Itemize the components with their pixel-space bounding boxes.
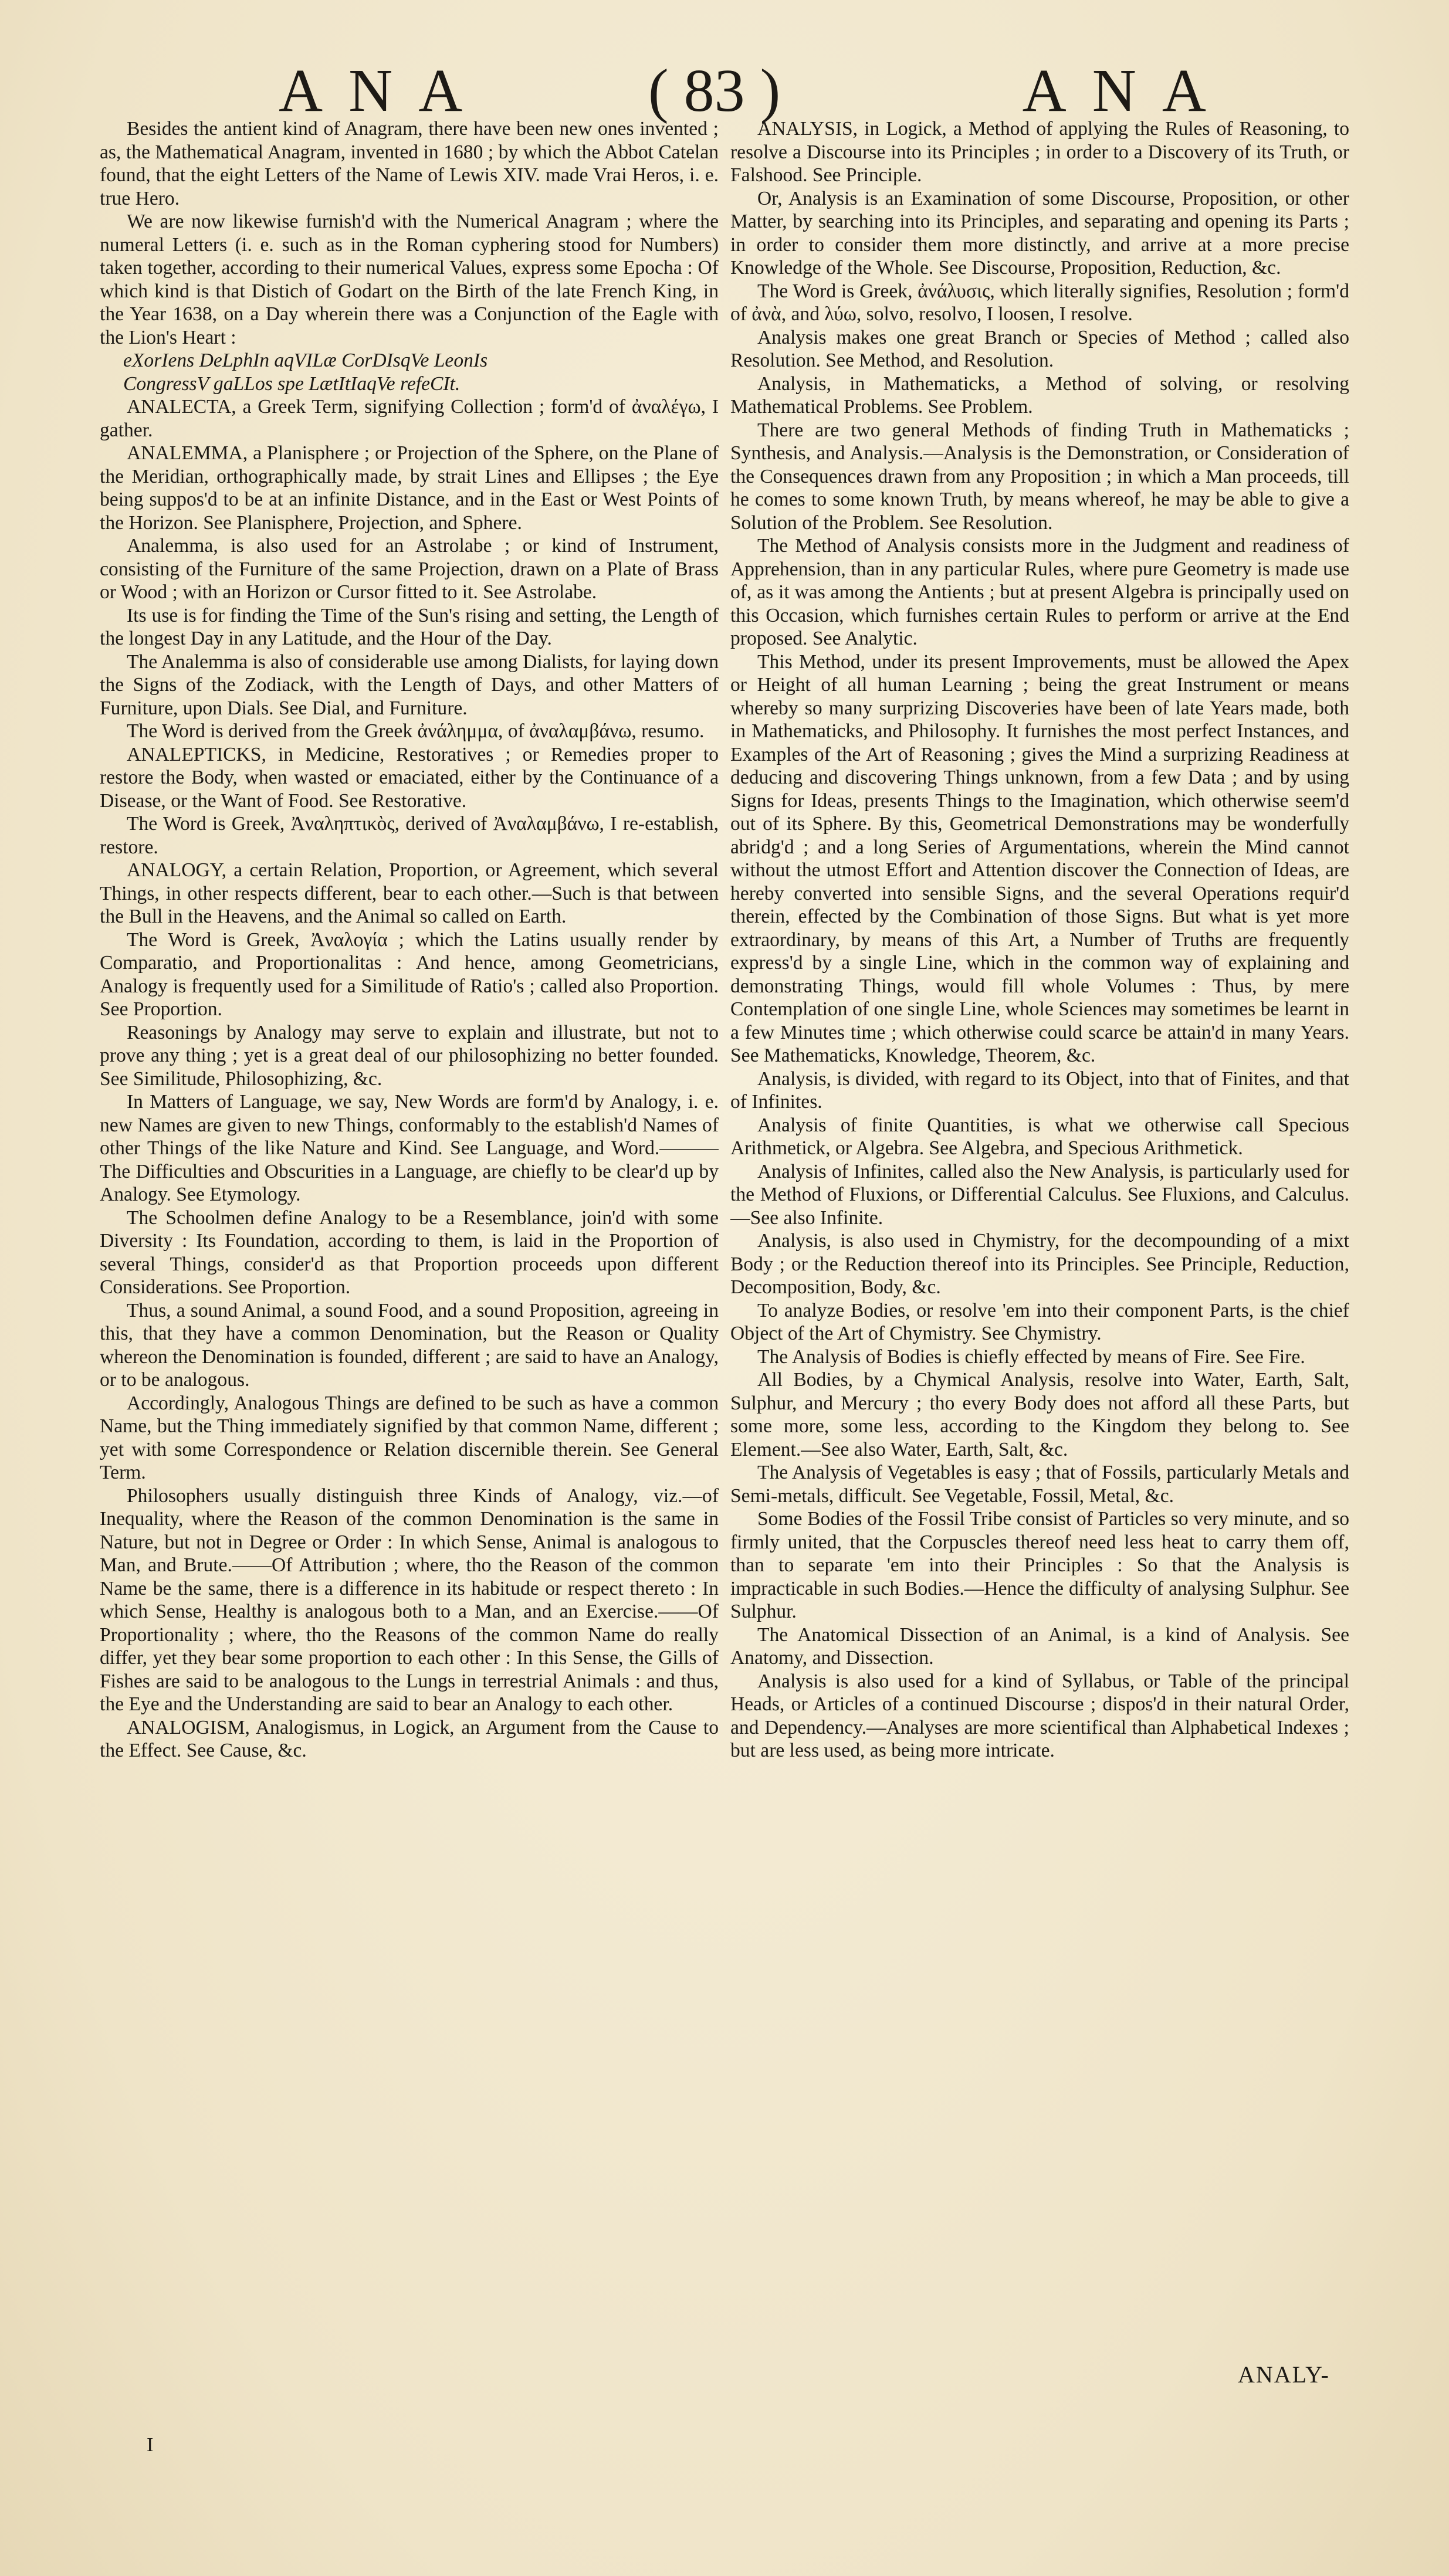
paragraph: The Word is Greek, ἀνάλυσις, which literally signifies, Resolution ; form'd of ἀνὰ, and λύω, solvo, resolvo, I loosen, I resolve. — [730, 280, 1349, 325]
paragraph: Analysis of finite Quantities, is what we otherwise call Specious Arithmetick, or Algebra. See Algebra, and Specious Arithmetick. — [730, 1114, 1349, 1159]
signature-mark: I — [147, 2434, 154, 2456]
chronogram-line: CongressV gaLLos spe LætItIaqVe refeCIt. — [123, 372, 461, 395]
paragraph: In Matters of Language, we say, New Words are form'd by Analogy, i. e. new Names are given to new Things, conformably to the establish'd Names of other Things of the like Nature and Kind. See Language, and Word.——— The Difficulties and Obscurities in a Language, are chiefly to be clear'd up by Analogy. See Etymology. — [100, 1091, 719, 1205]
paragraph: We are now likewise furnish'd with the Numerical Anagram ; where the numeral Letters (i. e. such as in the Roman cyphering stood for Numbers) taken together, according to their numerical Values, express some Epocha : Of which kind is that Distich of Godart on the Birth of the late French King, in the Year 1638, on a Day wherein there was a Conjunction of the Eagle with the Lion's Heart : — [100, 211, 719, 348]
paragraph: The Analysis of Bodies is chiefly effected by means of Fire. See Fire. — [757, 1345, 1305, 1368]
paragraph: Besides the antient kind of Anagram, there have been new ones invented ; as, the Mathematical Anagram, invented in 1680 ; by which the Abbot Catelan found, that the eight Letters of the Name of Lewis XIV. made Vrai Heros, i. e. true Hero. — [100, 118, 719, 209]
paragraph: This Method, under its present Improvements, must be allowed the Apex or Height of all human Learning ; being the great Instrument or means whereby so many surprizing Discoveries have been of late Years made, both in Mathematicks, and Philosophy. It furnishes the most perfect Instances, and Examples of the Art of Reasoning ; gives the Mind a surprizing Readiness at deducing and discovering Things unknown, from a few Data ; and by using Signs for Ideas, presents Things to the Imagination, which otherwise seem'd out of its Sphere. By this, Geometrical Demonstrations may be wonderfully abridg'd ; and a long Series of Argumentations, wherein the Mind cannot without the utmost Effort and Attention discover the Connection of Ideas, are hereby converted into sensible Signs, and the several Operations requir'd therein, effected by the Combination of those Signs. But what is yet more extraordinary, by means of this Art, a Number of Truths are frequently express'd by a single Line, which in the common way of explaining and demonstrating Things, would fill whole Volumes : Thus, by mere Contemplation of one single Line, whole Sciences may sometimes be learnt in a few Minutes time ; which otherwise could scarce be attain'd in many Years. See Mathematicks, Knowledge, Theorem, &c. — [730, 650, 1349, 1066]
paragraph: Some Bodies of the Fossil Tribe consist of Particles so very minute, and so firmly united, that the Corpuscles thereof need less heat to carry them off, than to separate 'em into their Principles : So that the Analysis is impracticable in such Bodies.—Hence the difficulty of analysing Sulphur. See Sulphur. — [730, 1508, 1349, 1622]
entry-analecta: ANALECTA, a Greek Term, signifying Collection ; form'd of ἀναλέγω, I gather. — [100, 396, 719, 441]
entry-analogy: ANALOGY, a certain Relation, Proportion, or Agreement, which several Things, in other respects different, bear to each other.—Such is that between the Bull in the Heavens, and the Animal so called on Earth. — [100, 859, 719, 927]
entry-analemma: ANALEMMA, a Planisphere ; or Projection of the Sphere, on the Plane of the Meridian, orthographically made, by strait Lines and Ellipses ; the Eye being suppos'd to be at an infinite Distance, and in the East or West Points of the Horizon. See Planisphere, Projection, and Sphere. — [100, 442, 719, 534]
paragraph: Analysis of Infinites, called also the New Analysis, is particularly used for the Method of Fluxions, or Differential Calculus. See Fluxions, and Calculus.—See also Infinite. — [730, 1160, 1349, 1229]
paragraph: Philosophers usually distinguish three Kinds of Analogy, viz.—of Inequality, where the Reason of the common Denomination is the same in Nature, but not in Degree or Order : In which Sense, Animal is analogous to Man, and Brute.——Of Attribution ; where, tho the Reason of the common Name be the same, there is a difference in its habitude or respect thereto : In which Sense, Healthy is analogous both to a Man, and an Exercise.——Of Proportionality ; where, tho the Reasons of the common Name do really differ, yet they bear some proportion to each other : In this Sense, the Gills of Fishes are said to be analogous to the Lungs in terrestrial Animals : and thus, the Eye and the Understanding are said to bear an Analogy to each other. — [100, 1484, 719, 1715]
catchword: ANALY- — [1238, 2361, 1330, 2388]
paragraph: Analysis, is divided, with regard to its Object, into that of Finites, and that of Infinites. — [730, 1067, 1349, 1113]
entry-analepticks: ANALEPTICKS, in Medicine, Restoratives ; or Remedies proper to restore the Body, when wasted or emaciated, either by the Continuance of a Disease, or the Want of Food. See Restorative. — [100, 743, 719, 812]
paragraph: The Schoolmen define Analogy to be a Resemblance, join'd with some Diversity : Its Foundation, according to them, is laid in the Proportion of several Things, consider'd as that Proportion proceeds upon different Considerations. See Proportion. — [100, 1206, 719, 1298]
paragraph: Thus, a sound Animal, a sound Food, and a sound Proposition, agreeing in this, that they have a common Denomination, but the Reason or Quality whereon the Denomination is founded, different ; are said to have an Analogy, or to be analogous. — [100, 1299, 719, 1391]
paragraph: The Analysis of Vegetables is easy ; that of Fossils, particularly Metals and Semi-metals, difficult. See Vegetable, Fossil, Metal, &c. — [730, 1462, 1349, 1507]
header-left-word: ANA — [279, 57, 489, 124]
paragraph: The Word is Greek, Ἀναληπτικὸς, derived of Ἀναλαμβάνω, I re-establish, restore. — [100, 813, 719, 858]
paragraph: Accordingly, Analogous Things are defined to be such as have a common Name, but the Thing immediately signified by that common Name, different ; yet with some Correspondence or Relation discernible therein. See General Term. — [100, 1392, 719, 1483]
right-column — [730, 117, 1349, 2463]
header-right-word: ANA — [1022, 57, 1232, 124]
paragraph: Analysis makes one great Branch or Species of Method ; called also Resolution. See Method, and Resolution. — [730, 326, 1349, 371]
paragraph: The Word is Greek, Ἀναλογία ; which the Latins usually render by Comparatio, and Proportionalitas : And hence, among Geometricians, Analogy is frequently used for a Similitude of Ratio's ; called also Proportion. See Proportion. — [100, 928, 719, 1020]
page-number: ( 83 ) — [648, 57, 781, 124]
left-column — [100, 117, 719, 2463]
paragraph: Or, Analysis is an Examination of some Discourse, Proposition, or other Matter, by searching into its Principles, and separating and opening its Parts ; in order to consider them more distinctly, and arrive at a more precise Knowledge of the Whole. See Discourse, Proposition, Reduction, &c. — [730, 187, 1349, 279]
paragraph: To analyze Bodies, or resolve 'em into their component Parts, is the chief Object of the Art of Chymistry. See Chymistry. — [730, 1299, 1349, 1344]
paragraph: The Analemma is also of considerable use among Dialists, for laying down the Signs of the Zodiack, with the Length of Days, and other Matters of Furniture, upon Dials. See Dial, and Furniture. — [100, 650, 719, 719]
chronogram-line: eXorIens DeLphIn aqVILæ CorDIsqVe LeonIs — [123, 350, 488, 371]
entry-analogism: ANALOGISM, Analogismus, in Logick, an Argument from the Cause to the Effect. See Cause, &c. — [100, 1716, 719, 1761]
paragraph: There are two general Methods of finding Truth in Mathematicks ; Synthesis, and Analysis.—Analysis is the Demonstration, or Consideration of the Consequences drawn from any Proposition ; in which a Man proceeds, till he comes to some known Truth, by means whereof, he may be able to give a Solution of the Problem. See Resolution. — [730, 419, 1349, 534]
paragraph: Analysis, in Mathematicks, a Method of solving, or resolving Mathematical Problems. See Problem. — [730, 372, 1349, 418]
paragraph: Reasonings by Analogy may serve to explain and illustrate, but not to prove any thing ; yet is a great deal of our philosophizing no better founded. See Similitude, Philosophizing, &c. — [100, 1021, 719, 1090]
paragraph: Analysis, is also used in Chymistry, for the decompounding of a mixt Body ; or the Reduction thereof into its Principles. See Principle, Reduction, Decomposition, Body, &c. — [730, 1230, 1349, 1298]
paragraph: Analysis is also used for a kind of Syllabus, or Table of the principal Heads, or Articles of a continued Discourse ; dispos'd in their natural Order, and Dependency.—Analyses are more scientifical than Alphabetical Indexes ; but are less used, as being more intricate. — [730, 1670, 1349, 1761]
paragraph: The Method of Analysis consists more in the Judgment and readiness of Apprehension, than in any particular Rules, where pure Geometry is made use of, as it was among the Antients ; but at present Algebra is principally used on this Occasion, which furnishes certain Rules to perform or arrive at the End proposed. See Analytic. — [730, 535, 1349, 649]
paragraph: Analemma, is also used for an Astrolabe ; or kind of Instrument, consisting of the Furniture of the same Projection, drawn on a Plate of Brass or Wood ; with an Horizon or Cursor fitted to it. See Astrolabe. — [100, 535, 719, 603]
paragraph: All Bodies, by a Chymical Analysis, resolve into Water, Earth, Salt, Sulphur, and Mercury ; tho every Body does not afford all these Parts, but some more, some less, according to the Kingdom they belong to. See Element.—See also Water, Earth, Salt, &c. — [730, 1369, 1349, 1460]
paragraph: The Anatomical Dissection of an Animal, is a kind of Analysis. See Anatomy, and Dissection. — [730, 1623, 1349, 1669]
entry-analysis: ANALYSIS, in Logick, a Method of applying the Rules of Reasoning, to resolve a Discourse into its Principles ; in order to a Discovery of its Truth, or Falshood. See Principle. — [730, 118, 1349, 186]
paragraph: Its use is for finding the Time of the Sun's rising and setting, the Length of the longest Day in any Latitude, and the Hour of the Day. — [100, 604, 719, 649]
paragraph: The Word is derived from the Greek ἀνάλημμα, of ἀναλαμβάνω, resumo. — [127, 720, 705, 742]
